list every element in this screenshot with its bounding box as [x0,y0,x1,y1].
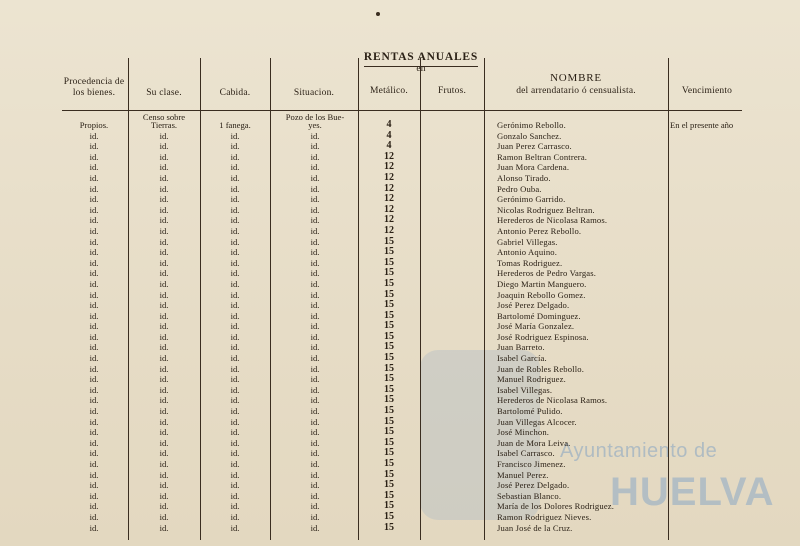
situacion-cell: id. [310,342,320,353]
procedencia-cell: id. [89,459,99,469]
procedencia-cell: id. [89,225,99,236]
arrendatario-name: Juan de Robles Rebollo. [497,363,584,374]
clase-cell: id. [159,331,169,342]
situacion-cell: id. [310,268,320,279]
procedencia-cell: id. [89,384,99,395]
procedencia-cell: id. [89,416,99,427]
metalico-cell: 15 [384,289,394,300]
procedencia-cell: id. [89,162,99,173]
situacion-cell: id. [310,469,320,480]
ink-dot [376,12,380,16]
procedencia-cell: id. [89,511,99,522]
clase-cell: id. [159,289,169,300]
cabida-cell: id. [230,363,240,374]
clase-cell: id. [159,300,169,311]
metalico-cell: 15 [384,469,394,480]
metalico-cell: 15 [384,437,394,448]
clase-cell: id. [159,448,169,459]
cabida-cell: id. [230,278,240,289]
metalico-cell: 15 [384,427,394,438]
arrendatario-name: María de los Dolores Rodriguez. [497,501,615,512]
metalico-cell: 4 [386,120,392,130]
header-procedencia: Procedencia de los bienes. [63,77,125,98]
clase-cell: id. [159,427,169,438]
procedencia-cell: id. [89,130,99,141]
arrendatario-name: Bartolomé Dominguez. [497,310,581,321]
metalico-cell: 12 [384,225,394,236]
arrendatario-name: Nicolas Rodriguez Beltran. [497,204,595,215]
clase-cell: id. [159,363,169,374]
cabida-cell: id. [230,342,240,353]
clase-cell: id. [159,469,169,480]
arrendatario-name: Diego Martin Manguero. [497,278,587,289]
situacion-cell: id. [310,247,320,258]
clase-cell: id. [159,459,169,469]
clase-cell: id. [159,416,169,427]
cabida-cell: id. [230,331,240,342]
situacion-cell: id. [310,363,320,374]
metalico-cell: 15 [384,522,394,533]
column-situacion [274,120,356,533]
arrendatario-name: Antonio Perez Rebollo. [497,225,582,236]
clase-cell: id. [159,162,169,173]
header-frutos: Frutos. [437,86,467,96]
arrendatario-name: José Perez Delgado. [497,300,570,311]
cabida-cell: id. [230,384,240,395]
metalico-cell: 15 [384,247,394,258]
clase-cell: id. [159,257,169,268]
cabida-cell: id. [230,310,240,321]
clase-cell: id. [159,342,169,353]
metalico-cell: 12 [384,162,394,173]
situacion-cell: id. [310,215,320,226]
clase-cell: id. [159,141,169,152]
metalico-cell: 15 [384,363,394,374]
situacion-cell: id. [310,257,320,268]
cabida-cell: id. [230,321,240,332]
procedencia-cell: id. [89,236,99,247]
procedencia-cell: id. [89,448,99,459]
arrendatario-name: Herederos de Nicolasa Ramos. [497,215,608,226]
clase-cell: id. [159,384,169,395]
arrendatario-name: Alonso Tirado. [497,172,551,183]
situacion-cell: id. [310,130,320,141]
arrendatario-name: Herederos de Nicolasa Ramos. [497,395,608,406]
metalico-cell: 15 [384,480,394,491]
arrendatario-name: Manuel Rodriguez. [497,374,566,385]
header-en: en [416,64,426,74]
cabida-cell: id. [230,172,240,183]
cabida-cell: id. [230,236,240,247]
cabida-cell: id. [230,247,240,258]
procedencia-cell: id. [89,151,99,162]
arrendatario-name: Juan Barreto. [497,342,545,353]
situacion-cell: id. [310,310,320,321]
cabida-cell: id. [230,141,240,152]
situacion-cell: id. [310,225,320,236]
arrendatario-name: Gerónimo Rebollo. [497,120,566,130]
arrendatario-name: José Minchon. [497,427,550,438]
clase-cell: id. [159,183,169,194]
procedencia-cell: id. [89,480,99,491]
procedencia-cell: id. [89,469,99,480]
clase-cell: id. [159,194,169,205]
cabida-cell: id. [230,215,240,226]
situacion-cell: yes. [308,120,322,130]
cabida-cell: id. [230,289,240,300]
cabida-cell: id. [230,130,240,141]
procedencia-cell: id. [89,490,99,501]
column-rule [484,58,485,540]
metalico-cell: 15 [384,501,394,512]
procedencia-cell: id. [89,395,99,406]
arrendatario-name: Juan Perez Carrasco. [497,141,572,152]
cabida-cell: id. [230,459,240,469]
cabida-cell: id. [230,501,240,512]
cabida-cell: id. [230,427,240,438]
procedencia-cell: id. [89,437,99,448]
cabida-cell: id. [230,162,240,173]
arrendatario-name: Joaquin Rebollo Gomez. [497,289,586,300]
situacion-cell: id. [310,353,320,364]
cabida-cell: id. [230,257,240,268]
arrendatario-name: José María Gonzalez. [497,321,575,332]
column-rule [358,58,359,540]
arrendatario-name: Ramon Rodriguez Nieves. [497,511,592,522]
cabida-cell: id. [230,194,240,205]
procedencia-cell: id. [89,300,99,311]
procedencia-cell: Propios. [79,120,109,130]
column-rule [128,58,129,540]
header-nombre-sub: del arrendatario ó censualista. [516,86,636,96]
cabida-cell: id. [230,204,240,215]
clase-cell: Tierras. [150,120,178,130]
metalico-cell: 12 [384,204,394,215]
metalico-cell: 15 [384,395,394,406]
situacion-cell: id. [310,395,320,406]
metalico-cell: 12 [384,215,394,226]
arrendatario-name: Gerónimo Garrido. [497,194,566,205]
procedencia-cell: id. [89,247,99,258]
procedencia-cell: id. [89,278,99,289]
procedencia-cell: id. [89,141,99,152]
cabida-cell: id. [230,437,240,448]
procedencia-cell: id. [89,289,99,300]
arrendatario-name: Tomas Rodriguez. [497,257,563,268]
cabida-cell: id. [230,490,240,501]
clase-first-line1: Censo sobre [142,112,186,122]
column-nombre [497,120,667,533]
situacion-cell: id. [310,427,320,438]
situacion-cell: id. [310,331,320,342]
metalico-cell: 15 [384,310,394,321]
cabida-cell: id. [230,406,240,417]
arrendatario-name: Herederos de Pedro Vargas. [497,268,597,279]
header-cabida: Cabida. [219,88,251,98]
procedencia-cell: id. [89,363,99,374]
watermark-text: Ayuntamiento de [560,440,718,462]
procedencia-cell: id. [89,310,99,321]
cabida-cell: id. [230,469,240,480]
arrendatario-name: José Perez Delgado. [497,480,570,491]
metalico-cell: 15 [384,331,394,342]
clase-cell: id. [159,501,169,512]
cabida-cell: 1 fanega. [219,120,251,130]
arrendatario-name: Bartolomé Pulido. [497,406,563,417]
situacion-cell: id. [310,480,320,491]
metalico-cell: 15 [384,490,394,501]
arrendatario-name: Isabel García. [497,353,547,364]
procedencia-cell: id. [89,204,99,215]
procedencia-cell: id. [89,172,99,183]
column-procedencia [62,120,126,533]
procedencia-cell: id. [89,501,99,512]
clase-cell: id. [159,310,169,321]
situacion-cell: id. [310,501,320,512]
metalico-cell: 12 [384,183,394,194]
procedencia-cell: id. [89,406,99,417]
metalico-cell: 12 [384,172,394,183]
clase-cell: id. [159,268,169,279]
arrendatario-name: Manuel Perez. [497,469,549,480]
arrendatario-name: Pedro Ouba. [497,183,542,194]
metalico-cell: 12 [384,151,394,162]
header-clase: Su clase. [146,88,182,98]
situacion-cell: id. [310,236,320,247]
metalico-cell: 15 [384,278,394,289]
header-metalico: Metálico. [370,86,408,96]
header-vencimiento: Vencimiento [681,86,733,96]
column-cabida [202,120,268,533]
metalico-cell: 15 [384,300,394,311]
column-clase [130,120,198,533]
metalico-cell: 15 [384,321,394,332]
arrendatario-name: Gonzalo Sanchez. [497,130,562,141]
column-rule [200,58,201,540]
situacion-cell: id. [310,183,320,194]
situacion-cell: id. [310,416,320,427]
cabida-cell: id. [230,374,240,385]
procedencia-cell: id. [89,321,99,332]
arrendatario-name: Sebastian Blanco. [497,490,562,501]
cabida-cell: id. [230,448,240,459]
situacion-cell: id. [310,151,320,162]
arrendatario-name: Isabel Villegas. [497,384,553,395]
clase-cell: id. [159,172,169,183]
clase-cell: id. [159,406,169,417]
situacion-cell: id. [310,406,320,417]
clase-cell: id. [159,247,169,258]
arrendatario-name: Juan Mora Cardena. [497,162,570,173]
situacion-cell: id. [310,289,320,300]
procedencia-cell: id. [89,522,99,533]
arrendatario-name: Ramon Beltran Contrera. [497,151,588,162]
watermark-huelva: HUELVA [610,470,775,514]
metalico-cell: 15 [384,268,394,279]
procedencia-cell: id. [89,257,99,268]
procedencia-cell: id. [89,427,99,438]
arrendatario-name: Juan José de la Cruz. [497,522,573,533]
metalico-cell: 15 [384,257,394,268]
situacion-cell: id. [310,172,320,183]
cabida-cell: id. [230,183,240,194]
situacion-cell: id. [310,321,320,332]
clase-cell: id. [159,480,169,491]
metalico-cell: 15 [384,511,394,522]
clase-cell: id. [159,151,169,162]
clase-cell: id. [159,490,169,501]
column-metalico [360,120,418,533]
clase-cell: id. [159,522,169,533]
clase-cell: id. [159,278,169,289]
situacion-cell: id. [310,300,320,311]
clase-cell: id. [159,321,169,332]
clase-cell: id. [159,204,169,215]
situacion-cell: id. [310,384,320,395]
metalico-cell: 15 [384,459,394,469]
procedencia-cell: id. [89,374,99,385]
situacion-cell: id. [310,374,320,385]
cabida-cell: id. [230,225,240,236]
cabida-cell: id. [230,353,240,364]
metalico-cell: 15 [384,353,394,364]
arrendatario-name: Francisco Jimenez. [497,459,566,469]
cabida-cell: id. [230,511,240,522]
procedencia-cell: id. [89,353,99,364]
clase-cell: id. [159,130,169,141]
situacion-cell: id. [310,141,320,152]
header-rule [62,110,742,111]
situacion-cell: id. [310,278,320,289]
cabida-cell: id. [230,416,240,427]
situacion-cell: id. [310,437,320,448]
metalico-cell: 15 [384,236,394,247]
procedencia-cell: id. [89,183,99,194]
cabida-cell: id. [230,268,240,279]
arrendatario-name: Juan Villegas Alcocer. [497,416,577,427]
header-nombre: NOMBRE [550,72,602,84]
clase-cell: id. [159,374,169,385]
arrendatario-name: Juan de Mora Leiva. [497,437,571,448]
cabida-cell: id. [230,522,240,533]
column-vencimiento [670,120,748,131]
header-rentas-anuales: RENTAS ANUALES [363,51,479,63]
metalico-cell: 15 [384,448,394,459]
metalico-cell: 15 [384,416,394,427]
metalico-cell: 15 [384,406,394,417]
metalico-cell: 15 [384,384,394,395]
metalico-cell: 15 [384,342,394,353]
cabida-cell: id. [230,480,240,491]
metalico-cell: 4 [386,130,392,141]
procedencia-cell: id. [89,215,99,226]
clase-cell: id. [159,437,169,448]
situacion-cell: id. [310,204,320,215]
arrendatario-name: Isabel Carrasco. [497,448,555,459]
situacion-cell: id. [310,511,320,522]
clase-cell: id. [159,353,169,364]
procedencia-cell: id. [89,194,99,205]
metalico-cell: 12 [384,194,394,205]
situacion-cell: id. [310,448,320,459]
situacion-cell: id. [310,194,320,205]
situacion-cell: id. [310,162,320,173]
procedencia-cell: id. [89,342,99,353]
cabida-cell: id. [230,151,240,162]
vencimiento-cell: En el presente año [670,120,734,130]
clase-cell: id. [159,225,169,236]
situacion-first-line1: Pozo de los Bue- [285,112,345,122]
column-rule [668,58,669,540]
clase-cell: id. [159,511,169,522]
clase-cell: id. [159,395,169,406]
clase-cell: id. [159,215,169,226]
cabida-cell: id. [230,300,240,311]
situacion-cell: id. [310,490,320,501]
arrendatario-name: Gabriel Villegas. [497,236,558,247]
procedencia-cell: id. [89,331,99,342]
header-situacion: Situacion. [293,88,335,98]
arrendatario-name: José Rodriguez Espinosa. [497,331,589,342]
arrendatario-name: Antonio Aquino. [497,247,558,258]
column-rule [420,58,421,540]
situacion-cell: id. [310,522,320,533]
metalico-cell: 15 [384,374,394,385]
column-rule [270,58,271,540]
procedencia-cell: id. [89,268,99,279]
clase-cell: id. [159,236,169,247]
situacion-cell: id. [310,459,320,469]
metalico-cell: 4 [386,141,392,152]
cabida-cell: id. [230,395,240,406]
